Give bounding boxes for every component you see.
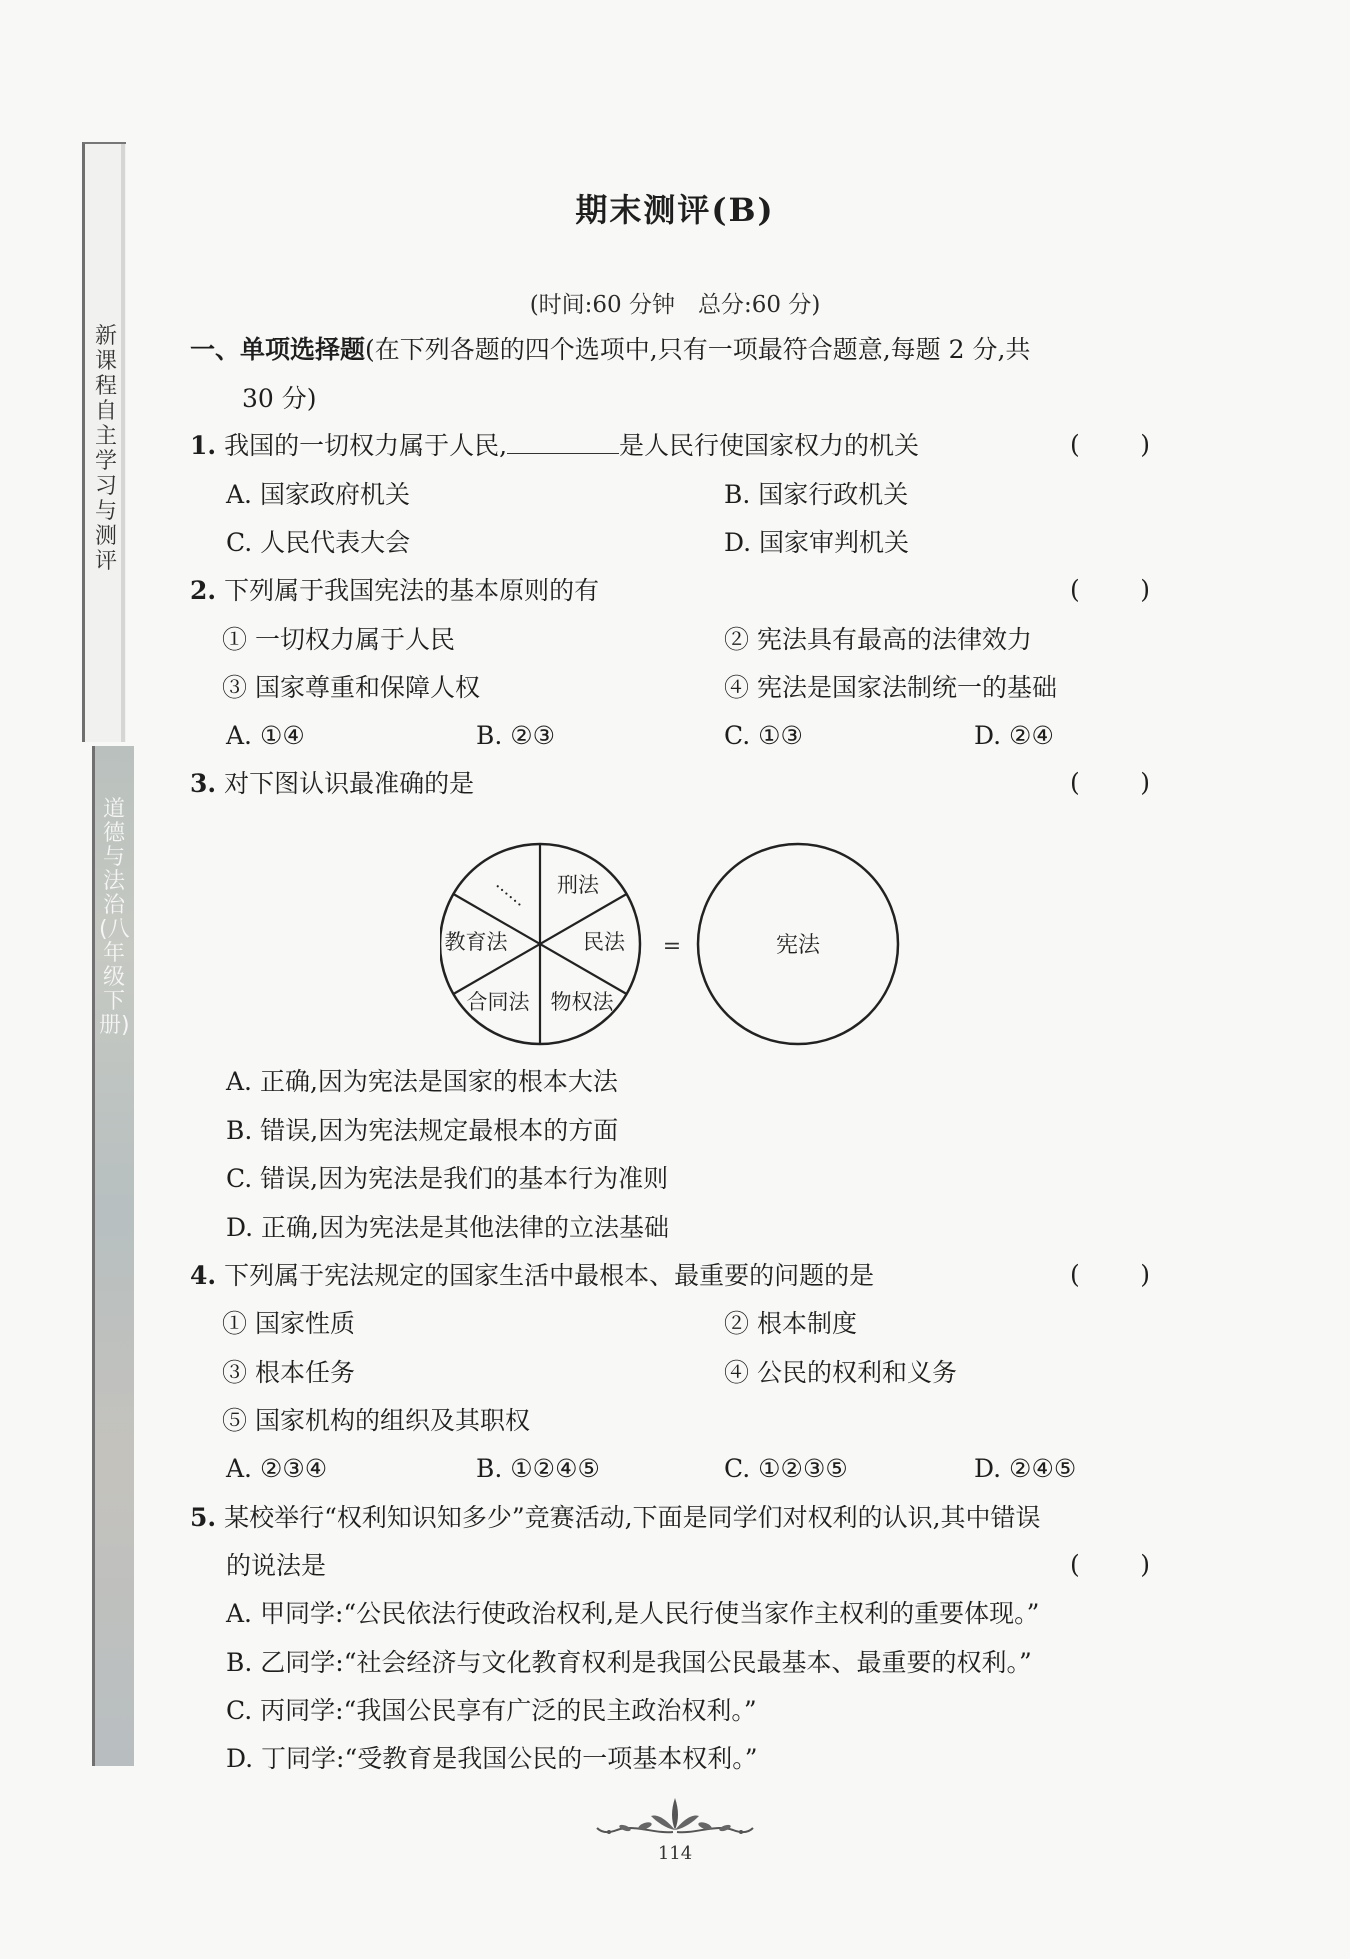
side-tab-subject	[92, 746, 134, 1766]
question-4-stem	[190, 1260, 874, 1292]
right-paren: )	[1140, 1550, 1150, 1579]
option-d: D. 丁同学:“受教育是我国公民的一项基本权利。”	[226, 1744, 758, 1773]
option-b: B. ②③	[476, 721, 556, 750]
segment-criminal-law: 刑法	[557, 873, 599, 897]
statement-5: ⑤ 国家机构的组织及其职权	[222, 1406, 530, 1435]
segment-civil-law: 民法	[583, 930, 625, 954]
subject-name: 道德与法治(八年级下册)	[99, 797, 130, 1038]
question-2-stem	[190, 575, 599, 607]
question-number: 3.	[190, 769, 217, 798]
question-5-stem	[190, 1502, 1041, 1534]
question-1-stem	[190, 430, 919, 462]
answer-parentheses[interactable]	[1070, 1260, 1150, 1289]
statement-1: ① 一切权力属于人民	[222, 625, 455, 654]
option-c: C. 人民代表大会	[226, 528, 411, 557]
segment-others: ……	[491, 873, 531, 911]
option-b: B. 错误,因为宪法规定最根本的方面	[226, 1116, 619, 1145]
left-paren: (	[1070, 1550, 1080, 1579]
option-b: B. ①②④⑤	[476, 1454, 600, 1483]
question-5-stem-cont: 的说法是	[226, 1551, 327, 1580]
stem-text: 对下图认识最准确的是	[224, 769, 475, 798]
statement-2: ② 根本制度	[724, 1309, 857, 1338]
answer-parentheses[interactable]	[1070, 575, 1150, 604]
constitution-label: 宪法	[775, 933, 821, 958]
answer-parentheses[interactable]	[1070, 768, 1150, 797]
option-c: C. ①③	[724, 721, 803, 750]
left-paren: (	[1070, 768, 1080, 797]
side-tab-series	[82, 142, 126, 742]
option-b: B. 乙同学:“社会经济与文化教育权利是我国公民最基本、最重要的权利。”	[226, 1648, 1032, 1677]
equals-sign: =	[662, 934, 682, 959]
statement-4: ④ 宪法是国家法制统一的基础	[724, 673, 1057, 702]
stem-text: 下列属于我国宪法的基本原则的有	[224, 576, 600, 605]
series-name: 新课程自主学习与测评	[94, 324, 117, 574]
option-c: C. 丙同学:“我国公民享有广泛的民主政治权利。”	[226, 1696, 757, 1725]
question-number: 2.	[190, 576, 217, 605]
segment-education-law: 教育法	[444, 930, 508, 954]
option-d: D. ②④	[974, 721, 1054, 750]
answer-parentheses[interactable]	[1070, 1550, 1150, 1579]
stem-text: 下列属于宪法规定的国家生活中最根本、最重要的问题的是	[224, 1261, 875, 1290]
right-paren: )	[1140, 575, 1150, 604]
statement-1: ① 国家性质	[222, 1309, 355, 1338]
option-c: C. ①②③⑤	[724, 1454, 848, 1483]
option-a: A. 甲同学:“公民依法行使政治权利,是人民行使当家作主权利的重要体现。”	[226, 1599, 1040, 1628]
question-number: 5.	[190, 1503, 217, 1532]
answer-parentheses[interactable]	[1070, 430, 1150, 459]
statement-4: ④ 公民的权利和义务	[724, 1358, 957, 1387]
option-a: A. 正确,因为宪法是国家的根本大法	[226, 1067, 618, 1096]
answer-blank[interactable]	[507, 431, 619, 454]
floral-ornament-icon	[595, 1790, 755, 1842]
page-title: 期末测评(B)	[575, 191, 775, 229]
tab-edge	[121, 144, 125, 742]
option-d: D. 国家审判机关	[724, 528, 910, 557]
law-pie	[440, 844, 640, 1044]
right-paren: )	[1140, 1260, 1150, 1289]
option-a: A. 国家政府机关	[226, 480, 410, 509]
left-paren: (	[1070, 575, 1080, 604]
stem-part: 我国的一切权力属于人民,	[224, 431, 508, 460]
statement-3: ③ 根本任务	[222, 1358, 355, 1387]
section-label: 一、单项选择题	[190, 335, 366, 364]
page-number: 114	[657, 1843, 693, 1864]
left-paren: (	[1070, 1260, 1080, 1289]
option-d: D. ②④⑤	[974, 1454, 1077, 1483]
right-paren: )	[1140, 768, 1150, 797]
right-paren: )	[1140, 430, 1150, 459]
left-paren: (	[1070, 430, 1080, 459]
option-a: A. ②③④	[226, 1454, 328, 1483]
statement-3: ③ 国家尊重和保障人权	[222, 673, 480, 702]
statement-2: ② 宪法具有最高的法律效力	[724, 625, 1032, 654]
option-c: C. 错误,因为宪法是我们的基本行为准则	[226, 1164, 669, 1193]
section-heading	[190, 334, 1030, 366]
option-b: B. 国家行政机关	[724, 480, 909, 509]
segment-contract-law: 合同法	[466, 990, 530, 1014]
stem-text: 某校举行“权利知识知多少”竞赛活动,下面是同学们对权利的认识,其中错误	[224, 1503, 1041, 1532]
option-d: D. 正确,因为宪法是其他法律的立法基础	[226, 1213, 669, 1242]
exam-info: (时间:60 分钟 总分:60 分)	[529, 292, 821, 318]
section-instruction: (在下列各题的四个选项中,只有一项最符合题意,每题 2 分,共	[365, 335, 1031, 364]
option-a: A. ①④	[226, 721, 305, 750]
law-diagram	[440, 836, 910, 1056]
question-3-stem	[190, 768, 474, 800]
stem-part: 是人民行使国家权力的机关	[619, 431, 920, 460]
question-number: 1.	[190, 431, 217, 460]
segment-property-law: 物权法	[550, 990, 614, 1014]
section-instruction-cont: 30 分)	[242, 384, 317, 413]
question-number: 4.	[190, 1261, 217, 1290]
